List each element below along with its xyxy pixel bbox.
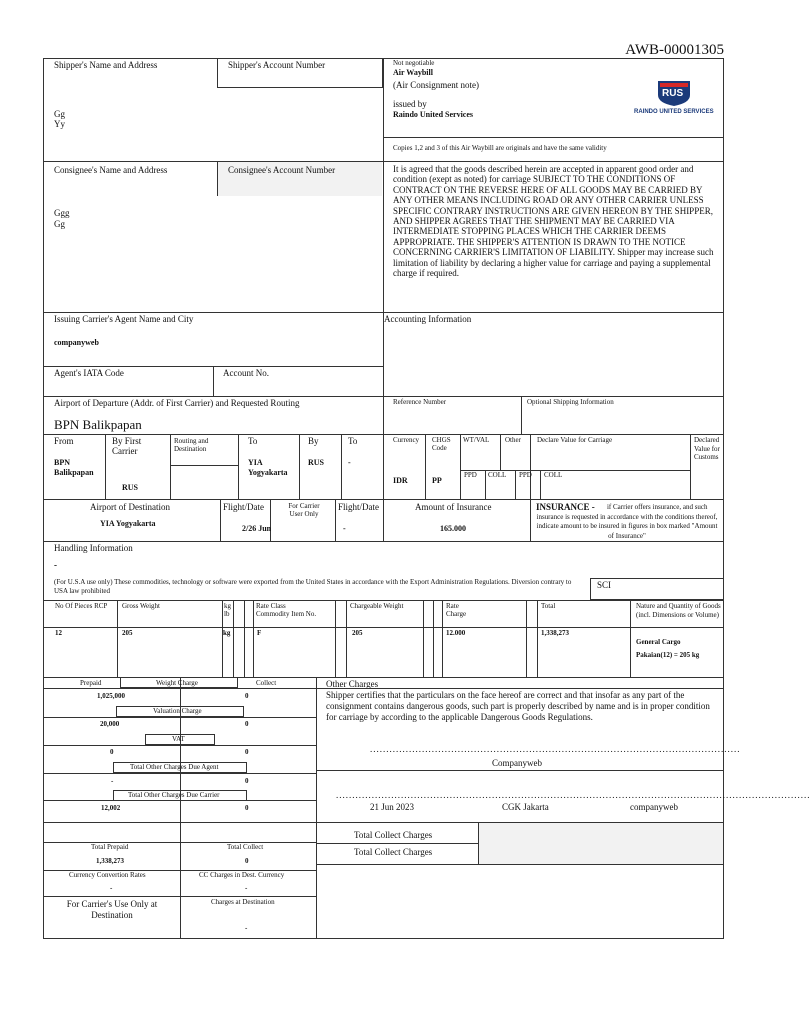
flight-date2-label: Flight/Date bbox=[338, 502, 379, 512]
chargeable-header: Chargeable Weight bbox=[350, 602, 404, 610]
rate-class-value: F bbox=[257, 629, 262, 637]
consignee-name: Ggg bbox=[54, 208, 70, 218]
valuation-prepaid: 20,000 bbox=[100, 720, 120, 728]
due-agent-collect: 0 bbox=[245, 777, 249, 785]
sci-label: SCI bbox=[597, 580, 612, 590]
weight-collect: 0 bbox=[245, 692, 249, 700]
shipper-signature-line: .................................................................................................................. bbox=[370, 744, 741, 754]
vat-prepaid: 0 bbox=[110, 748, 114, 756]
lb-header: lb bbox=[224, 610, 230, 618]
export-note: (For U.S.A use only) These commodities, technology or software were exported from the United States in accordance with the Export Administration Regulations. Diversion contrary to USA law prohibited bbox=[54, 578, 572, 595]
routing-destination-label: Routing and Destination bbox=[174, 437, 209, 453]
currency-label: Currency bbox=[393, 436, 420, 444]
departure-label: Airport of Departure (Addr. of First Carrier) and Requested Routing bbox=[54, 398, 300, 408]
consignee-address: Gg bbox=[54, 219, 65, 229]
kg-header: kg bbox=[224, 602, 231, 610]
agent-label: Issuing Carrier's Agent Name and City bbox=[54, 314, 194, 324]
shipper-signature: Companyweb bbox=[492, 758, 542, 768]
cc-charges-label: CC Charges in Dest. Currency bbox=[199, 871, 285, 879]
declare-carriage-label: Declare Value for Carriage bbox=[537, 436, 613, 444]
total-value: 1,338,273 bbox=[541, 629, 569, 637]
total-header: Total bbox=[541, 602, 556, 610]
total-collect-value: 0 bbox=[245, 857, 249, 865]
collect-label: Collect bbox=[256, 679, 277, 687]
chgs-code-label: CHGS Code bbox=[432, 436, 451, 452]
logo-caption: RAINDO UNITED SERVICES bbox=[634, 109, 714, 115]
dest-charges-value: - bbox=[245, 924, 248, 932]
pieces-header: No Of Pieces RCP bbox=[55, 602, 108, 610]
other-charges-label: Other Charges bbox=[326, 679, 379, 689]
waybill-subtitle: (Air Consignment note) bbox=[393, 80, 479, 90]
terms-text: It is agreed that the goods described herein are accepted in apparent good order and condition (exept as noted) for carriage SUBJECT TO THE CONDITIONS OF CONTRACT ON THE REVERSE HERE OF ALL GOODS MAY BE CARRIED BY ANY OTHER MEANS INCLUDING ROAD OR ANY OTHER CARRIER UNLESS SPECIFIC CONTRARY INSTRUCTIONS ARE GIVEN HEREON BY THE SHIPPER, AND SHIPPER AGREES THAT THE SHIPMENT MAY BE CARRIED VIA INTERMEDIATE STOPPING PLACES WHICH THE CARRIER DEEMS APPROPRIATE. THE SHIPPER'S ATTENTION IS DRAWN TO THE NOTICE CONCERNING CARRIER'S LIMITATION OF LIABILITY. Shipper may increase such limitation of liability by declaring a higher value for carriage and paying a supplemental charge if required. bbox=[393, 164, 714, 279]
optional-shipping-label: Optional Shipping Information bbox=[527, 398, 614, 406]
rus-logo bbox=[634, 79, 714, 119]
ppd2-label: PPD bbox=[519, 471, 532, 479]
nature-line2: Pakaian(12) = 205 kg bbox=[636, 651, 700, 659]
currency-value: IDR bbox=[393, 476, 408, 485]
agent-name: companyweb bbox=[54, 338, 99, 347]
total-collect-charges-2: Total Collect Charges bbox=[354, 847, 433, 857]
first-carrier-value: RUS bbox=[122, 483, 139, 492]
gross-header: Gross Weight bbox=[122, 602, 161, 610]
accounting-info-label: Accounting Information bbox=[384, 314, 472, 324]
insurance-note: if Carrier offers insurance, and such insurance is requested in accordance with the conditions thereof, indicate amount to be insured in figures in box marked "Amount of Insurance" bbox=[536, 503, 718, 540]
consignee-account-label: Consignee's Account Number bbox=[228, 165, 336, 175]
shipper-label: Shipper's Name and Address bbox=[54, 60, 158, 70]
dest-airport-value: YIA Yogyakarta bbox=[100, 519, 156, 528]
coll2-label: COLL bbox=[544, 471, 563, 479]
ppd1-label: PPD bbox=[464, 471, 477, 479]
conversion-rates-label: Currency Convertion Rates bbox=[69, 871, 146, 879]
due-agent-prepaid: - bbox=[111, 777, 114, 785]
from-value: BPN Balikpapan bbox=[54, 458, 94, 477]
rate-header: Rate Charge bbox=[446, 602, 467, 618]
insurance-title: INSURANCE - bbox=[536, 502, 595, 512]
to2-label: To bbox=[348, 436, 358, 446]
first-carrier-label: By First Carrier bbox=[112, 436, 142, 456]
unit-value: kg bbox=[223, 629, 231, 637]
coll1-label: COLL bbox=[488, 471, 507, 479]
carrier-signature-line: .................................................................................................................................................. bbox=[336, 790, 811, 800]
nature-line1: General Cargo bbox=[636, 638, 681, 646]
vat-collect: 0 bbox=[245, 748, 249, 756]
carrier-signature: companyweb bbox=[630, 802, 678, 812]
insurance-amount-label: Amount of Insurance bbox=[415, 502, 492, 512]
flight2-value: - bbox=[343, 524, 346, 533]
not-negotiable: Not negotiable bbox=[393, 59, 435, 67]
nature-header: Nature and Quantity of Goods (incl. Dimensions or Volume) bbox=[636, 602, 721, 619]
valuation-label: Valuation Charge bbox=[153, 707, 202, 715]
due-carrier-label: Total Other Charges Due Carrier bbox=[128, 791, 220, 799]
total-prepaid-label: Total Prepaid bbox=[91, 843, 129, 851]
pieces-value: 12 bbox=[55, 629, 62, 637]
rate-class-header: Rate Class bbox=[256, 602, 286, 610]
handling-value: - bbox=[54, 560, 57, 570]
to-label: To bbox=[248, 436, 258, 446]
carrier-use-dest-label: For Carrier's Use Only at Destination bbox=[66, 899, 158, 920]
gross-value: 205 bbox=[122, 629, 133, 637]
conversion-rates-value: - bbox=[110, 884, 113, 892]
chgs-value: PP bbox=[432, 476, 442, 485]
awb-number: AWB-00001305 bbox=[625, 42, 724, 58]
handling-label: Handling Information bbox=[54, 543, 133, 553]
declare-customs-label: Declared Value for Customs bbox=[694, 436, 720, 461]
due-agent-label: Total Other Charges Due Agent bbox=[130, 763, 219, 771]
shipper-address: Yy bbox=[54, 119, 65, 129]
flight-value: 2/26 Jun bbox=[242, 524, 272, 533]
account-no-label: Account No. bbox=[223, 368, 269, 378]
waybill-title: Air Waybill bbox=[393, 68, 433, 77]
total-collect-label: Total Collect bbox=[227, 843, 264, 851]
reference-number-label: Reference Number bbox=[393, 398, 447, 406]
execution-date: 21 Jun 2023 bbox=[370, 802, 415, 812]
consignee-label: Consignee's Name and Address bbox=[54, 165, 168, 175]
rate-value: 12.000 bbox=[446, 629, 466, 637]
by-value: RUS bbox=[308, 458, 325, 467]
from-label: From bbox=[54, 436, 74, 446]
valuation-collect: 0 bbox=[245, 720, 249, 728]
issuer-name: Raindo United Services bbox=[393, 110, 473, 119]
by-label: By bbox=[308, 436, 319, 446]
prepaid-label: Prepaid bbox=[80, 679, 102, 687]
insurance-value: 165.000 bbox=[440, 524, 466, 533]
total-collect-charges-1: Total Collect Charges bbox=[354, 830, 433, 840]
to-value: YIA Yogyakarta bbox=[248, 458, 288, 477]
weight-charge-label: Weight Charge bbox=[156, 679, 198, 687]
vat-label: VAT bbox=[172, 735, 185, 743]
carrier-use-label: For Carrier User Only bbox=[288, 502, 320, 518]
total-prepaid-value: 1,338,273 bbox=[96, 857, 124, 865]
to2-value: - bbox=[348, 458, 351, 467]
commodity-header: Commodity Item No. bbox=[256, 610, 317, 618]
cc-charges-value: - bbox=[245, 884, 248, 892]
certification-text: Shipper certifies that the particulars on the face hereof are correct and that insofar as any part of the consignment contains dangerous goods, such part is properly described by name and is in proper condition for carriage by according to the applicable Dangerous Goods Regulations. bbox=[326, 690, 710, 722]
logo-text: RUS bbox=[662, 88, 684, 99]
shipper-name: Gg bbox=[54, 109, 65, 119]
due-carrier-collect: 0 bbox=[245, 804, 249, 812]
chargeable-value: 205 bbox=[352, 629, 363, 637]
dest-airport-label: Airport of Destination bbox=[90, 502, 170, 512]
due-carrier-prepaid: 12,002 bbox=[101, 804, 121, 812]
agent-iata-label: Agent's IATA Code bbox=[54, 368, 124, 378]
execution-place: CGK Jakarta bbox=[502, 802, 549, 812]
weight-prepaid: 1,025,000 bbox=[97, 692, 125, 700]
dest-charges-label: Charges at Destination bbox=[211, 898, 275, 906]
other-label: Other bbox=[505, 436, 521, 444]
copies-note: Copies 1,2 and 3 of this Air Waybill are originals and have the same validity bbox=[393, 144, 607, 152]
issued-by-label: issued by bbox=[393, 99, 427, 109]
wtval-label: WT/VAL bbox=[463, 436, 490, 444]
flight-date-label: Flight/Date bbox=[223, 502, 264, 512]
shipper-account-label: Shipper's Account Number bbox=[228, 60, 326, 70]
departure-airport: BPN Balikpapan bbox=[54, 417, 142, 432]
